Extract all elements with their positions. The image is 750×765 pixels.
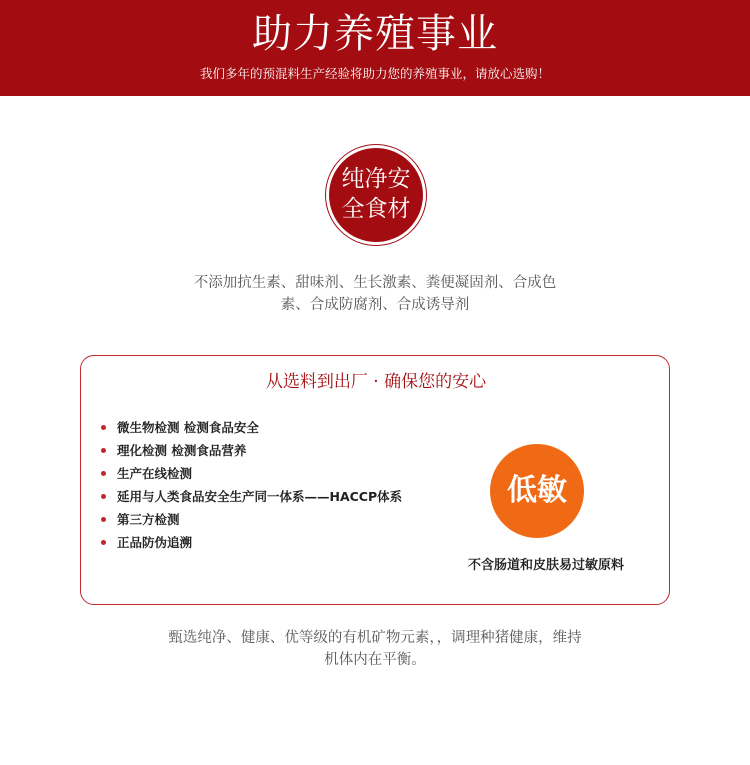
quality-assurance-card	[80, 355, 670, 605]
banner-subtitle: 我们多年的预混料生产经验将助力您的养殖事业，请放心选购！	[199, 66, 550, 81]
seal-line-2: 全食材	[341, 196, 411, 222]
header-banner	[0, 0, 750, 96]
low-allergy-caption: 不含肠道和皮肤易过敏原料	[467, 558, 624, 573]
list-item	[99, 531, 402, 554]
list-item-label: 延用与人类食品安全生产同一体系——HACCP体系	[117, 489, 403, 504]
list-item	[99, 485, 402, 508]
list-item	[99, 462, 402, 485]
description-line-2: 机体内在平衡。	[324, 652, 426, 668]
bullet-dot-icon	[101, 471, 106, 476]
bullet-dot-icon	[101, 540, 106, 545]
bullet-dot-icon	[101, 517, 106, 522]
list-item-label: 理化检测 检测食品营养	[117, 443, 247, 458]
list-item-label: 微生物检测 检测食品安全	[117, 420, 259, 435]
banner-title: 助力养殖事业	[252, 11, 498, 57]
description-line-1: 不添加抗生素、甜味剂、生长激素、粪便凝固剂、合成色	[193, 275, 557, 291]
mineral-description	[150, 627, 600, 671]
bullet-dot-icon	[101, 448, 106, 453]
card-title: 从选料到出厂 · 确保您的安心	[265, 372, 487, 392]
description-line-2: 素、合成防腐剂、合成诱导剂	[280, 297, 470, 313]
list-item	[99, 439, 402, 462]
description-line-1: 甄选纯净、健康、优等级的有机矿物元素，，调理种猪健康，维持	[168, 630, 582, 646]
no-additives-description	[150, 272, 600, 316]
list-item-label: 第三方检测	[117, 512, 180, 527]
list-item	[99, 416, 402, 439]
bullet-dot-icon	[101, 425, 106, 430]
low-allergy-badge: 低敏	[490, 444, 584, 538]
list-item	[99, 508, 402, 531]
list-item-label: 生产在线检测	[117, 466, 193, 481]
inspection-list	[99, 416, 402, 554]
pure-safe-seal	[329, 148, 423, 242]
list-item-label: 正品防伪追溯	[117, 535, 193, 550]
bullet-dot-icon	[101, 494, 106, 499]
seal-line-1: 纯净安	[341, 166, 411, 192]
